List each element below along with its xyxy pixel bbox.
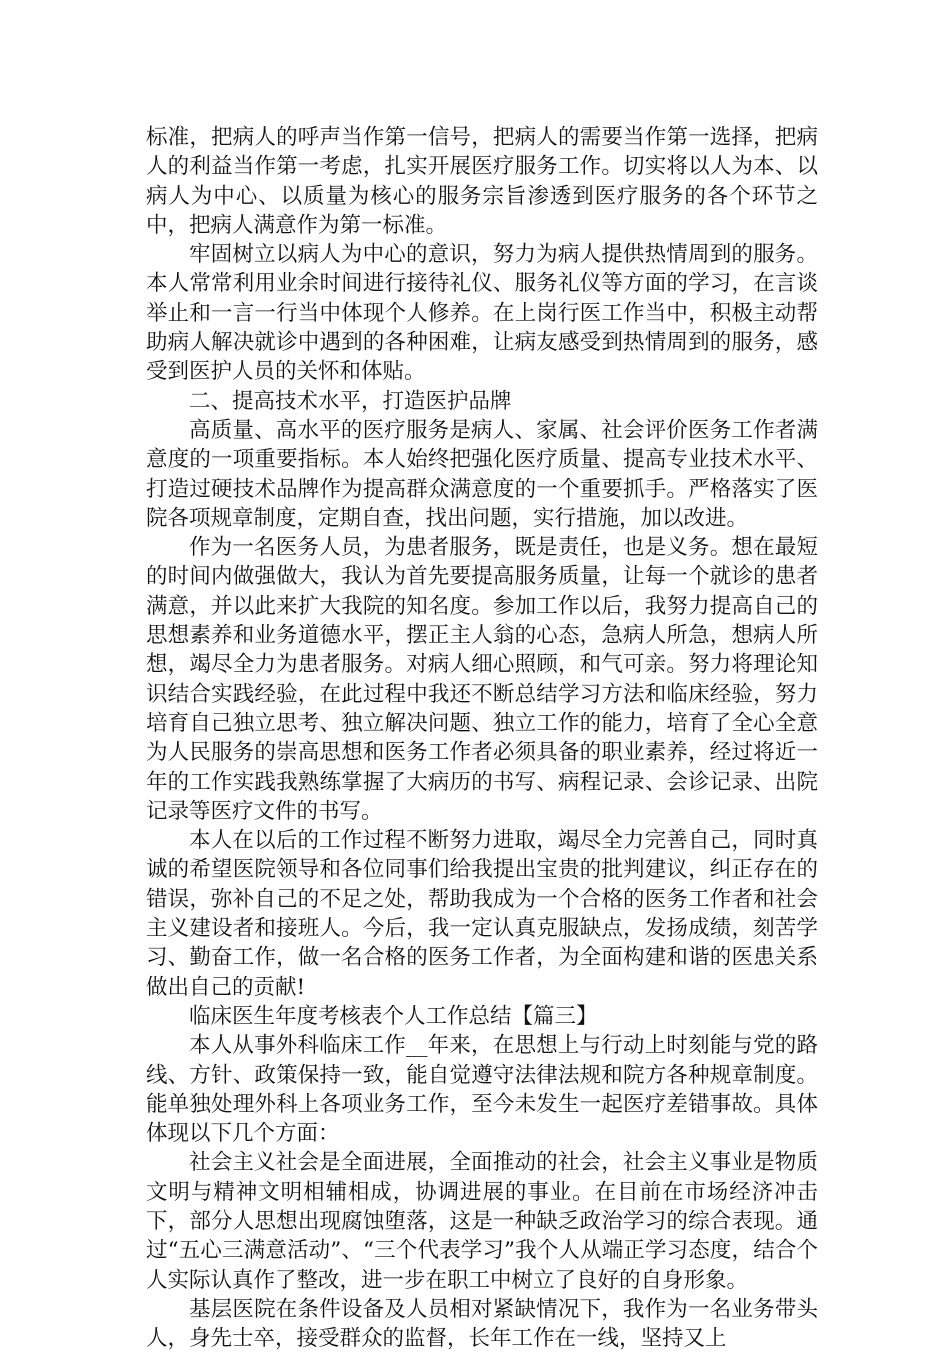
- paragraph-4: 作为一名医务人员，为患者服务，既是责任，也是义务。想在最短的时间内做强做大，我认为首先要提高服务质量，让每一个就诊的患者满意，并以此来扩大我院的知名度。参加工作以后，我努力提高自己的思想素养和业务道德水平，摆正主人翁的心态，急病人所急，想病人所想，竭尽全力为患者服务。对病人细心照顾，和气可亲。努力将理论知识结合实践经验，在此过程中我还不断总结学习方法和临床经验，努力培育自己独立思考、独立解决问题、独立工作的能力，培育了全心全意为人民服务的崇高思想和医务工作者必须具备的职业素养，经过将近一年的工作实践我熟练掌握了大病历的书写、病程记录、会诊记录、出院记录等医疗文件的书写。: [146, 535, 818, 824]
- paragraph-8: 基层医院在条件设备及人员相对紧缺情况下，我作为一名业务带头人，身先士卒，接受群众的监督，长年工作在一线，坚持又上: [146, 1296, 818, 1352]
- article-title-part-3: 临床医生年度考核表个人工作总结【篇三】: [189, 1003, 598, 1029]
- paragraph-5: 本人在以后的工作过程不断努力进取，竭尽全力完善自己，同时真诚的希望医院领导和各位同事们给我提出宝贵的批判建议，纠正存在的错误，弥补自己的不足之处，帮助我成为一个合格的医务工作者和社会主义建设者和接班人。今后，我一定认真克服缺点，发扬成绩，刻苦学习、勤奋工作，做一名合格的医务工作者，为全面构建和谐的医患关系做出自己的贡献!: [146, 828, 818, 1000]
- paragraph-2: 牢固树立以病人为中心的意识，努力为病人提供热情周到的服务。本人常常利用业余时间进行接待礼仪、服务礼仪等方面的学习，在言谈举止和一言一行当中体现个人修养。在上岗行医工作当中，积极主动帮助病人解决就诊中遇到的各种困难，让病友感受到热情周到的服务，感受到医护人员的关怀和体贴。: [146, 242, 818, 385]
- document-body: [146, 123, 818, 1353]
- paragraph-3: 高质量、高水平的医疗服务是病人、家属、社会评价医务工作者满意度的一项重要指标。本人始终把强化医疗质量、提高专业技术水平、打造过硬技术品牌作为提高群众满意度的一个重要抓手。严格落实了医院各项规章制度，定期自查，找出问题，实行措施，加以改进。: [146, 417, 818, 531]
- paragraph-1: 标准，把病人的呼声当作第一信号，把病人的需要当作第一选择，把病人的利益当作第一考虑，扎实开展医疗服务工作。切实将以人为本、以病人为中心、以质量为核心的服务宗旨渗透到医疗服务的各个环节之中，把病人满意作为第一标准。: [146, 125, 818, 238]
- section-heading-2: 二、提高技术水平，打造医护品牌: [189, 388, 512, 414]
- paragraph-7: 社会主义社会是全面进展，全面推动的社会，社会主义事业是物质文明与精神文明相辅相成，协调进展的事业。在目前在市场经济冲击下，部分人思想出现腐蚀堕落，这是一种缺乏政治学习的综合表现。通过“五心三满意活动”、“三个代表学习”我个人从端正学习态度，结合个人实际认真作了整改，进一步在职工中树立了良好的自身形象。: [146, 1150, 818, 1293]
- paragraph-6: 本人从事外科临床工作__年来，在思想上与行动上时刻能与党的路线、方针、政策保持一致，能自觉遵守法律法规和院方各种规章制度。能单独处理外科上各项业务工作，至今未发生一起医疗差错事故。具体体现以下几个方面：: [146, 1033, 818, 1147]
